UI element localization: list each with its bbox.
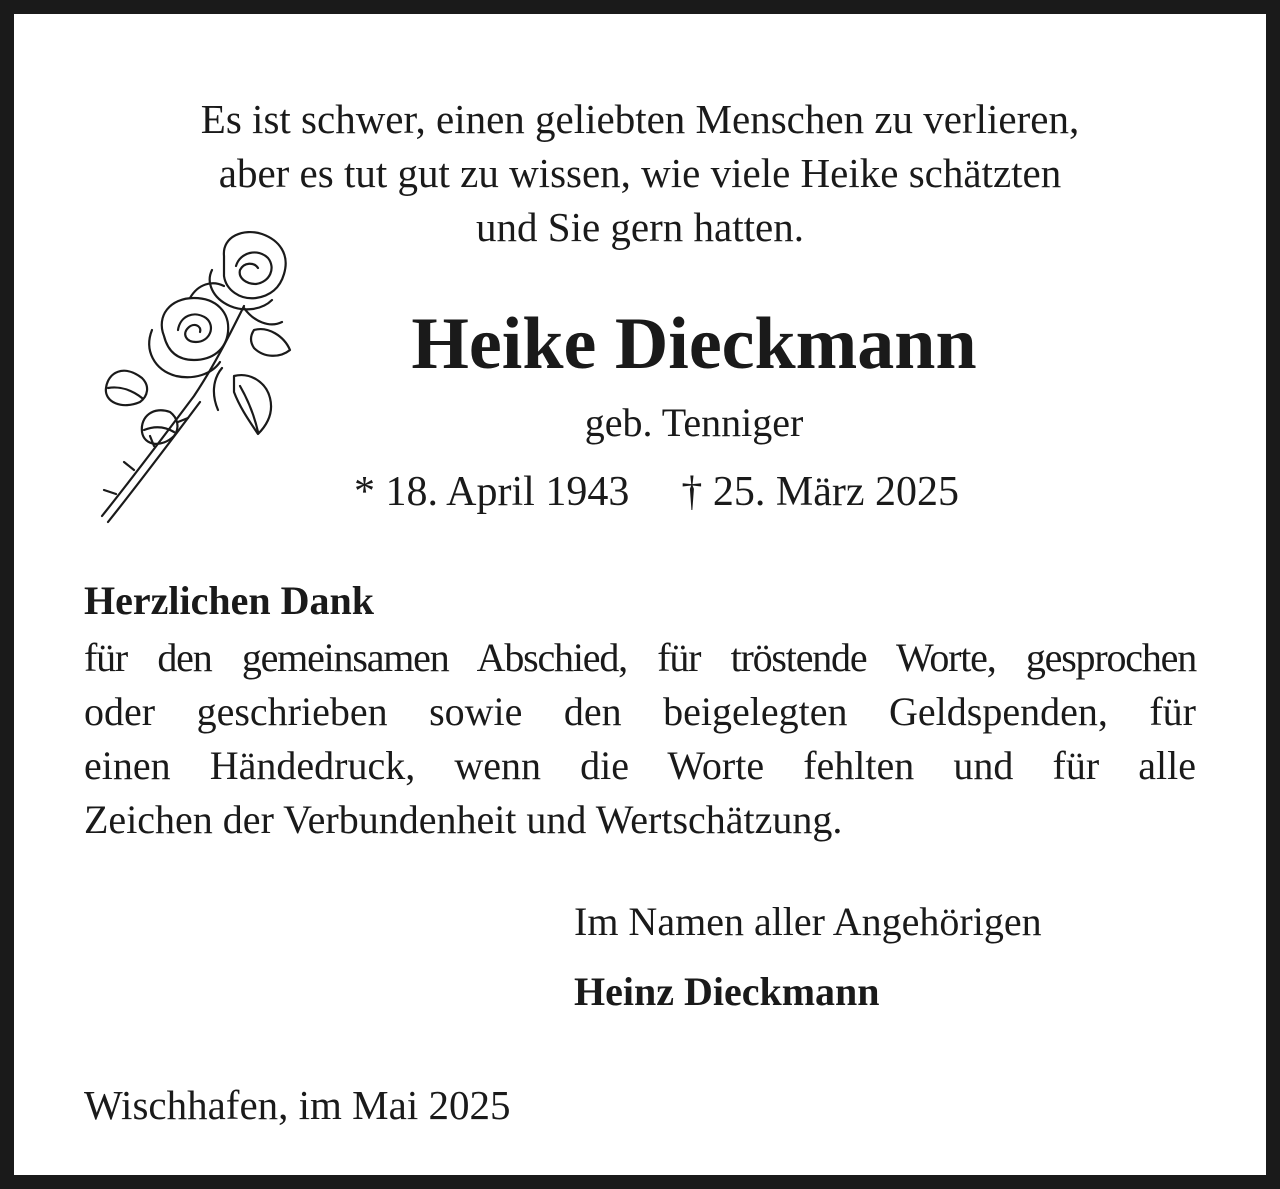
signature-name: Heinz Dieckmann [574,969,880,1014]
thanks-line: oder geschrieben sowie den beigelegten Geldspenden, für [84,689,1196,734]
signature-intro: Im Namen aller Angehörigen [574,899,1042,944]
thanks-line: einen Händedruck, wenn die Worte fehlten und für alle [84,743,1196,788]
thanks-line: für den gemeinsamen Abschied, für tröstende Worte, gesprochen [84,635,1196,680]
death-date: † 25. März 2025 [681,469,959,515]
thanks-text [84,631,1196,847]
motto-line: aber es tut gut zu wissen, wie viele Heike schätzten [218,150,1062,196]
deceased-name: Heike Dieckmann [411,303,977,385]
motto-line: Es ist schwer, einen geliebten Menschen zu verlieren, [200,96,1080,142]
obituary-card [14,14,1266,1175]
motto-line: und Sie gern hatten. [476,204,804,250]
roses-icon [94,226,294,526]
birth-name: geb. Tenniger [584,400,804,445]
thanks-line: Zeichen der Verbundenheit und Wertschätzung. [84,797,843,842]
birth-date: * 18. April 1943 [354,469,630,515]
thanks-heading: Herzlichen Dank [84,578,374,623]
life-dates [354,464,959,520]
place-date: Wischhafen, im Mai 2025 [84,1082,511,1128]
